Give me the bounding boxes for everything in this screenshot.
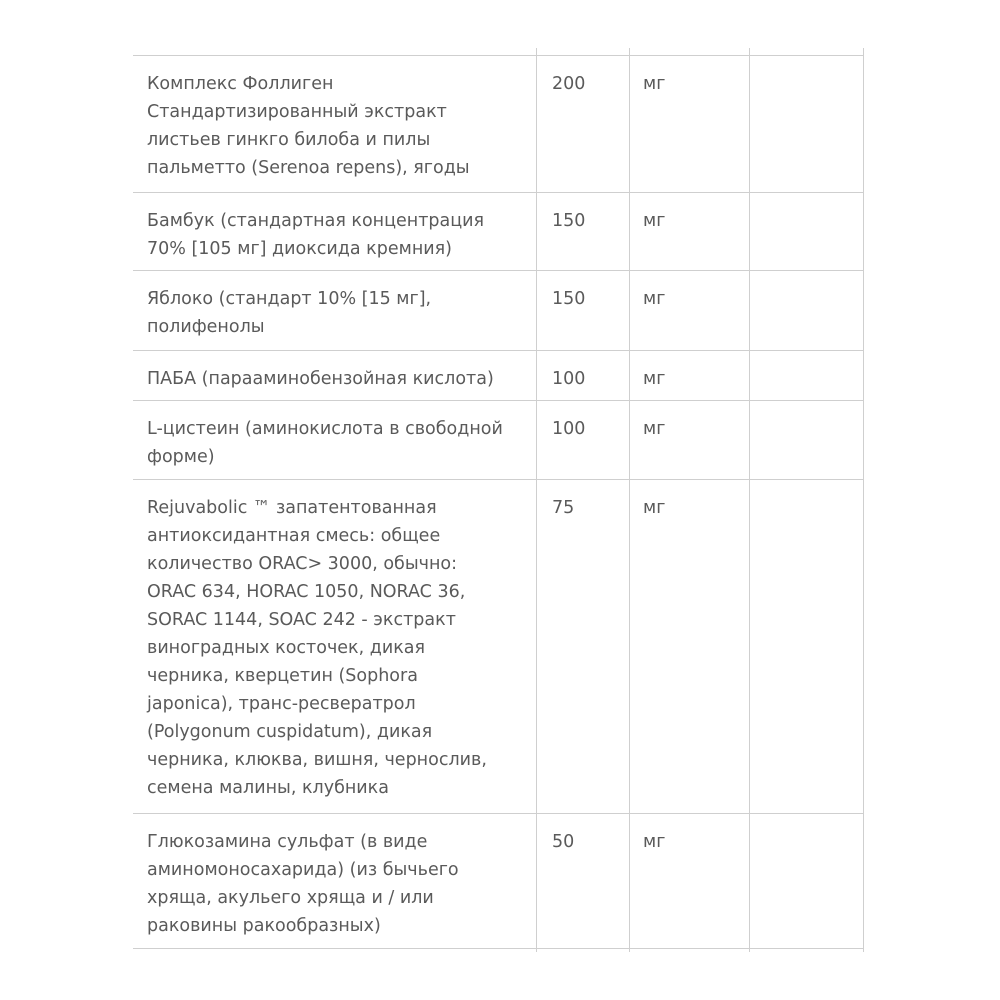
ingredient-name: Яблоко (стандарт 10% [15 мг], полифенолы <box>147 289 432 337</box>
ingredient-name: L-цистеин (аминокислота в свободной форме) <box>147 419 503 467</box>
ingredient-unit: мг <box>643 211 666 231</box>
ingredient-unit: мг <box>643 419 666 439</box>
ingredient-amount: 100 <box>552 369 586 389</box>
ingredient-unit: мг <box>643 74 666 94</box>
ingredient-amount: 100 <box>552 419 586 439</box>
ingredient-name: Глюкозамина сульфат (в виде аминомоносахарида) (из бычьего хряща, акульего хряща и / или раковины ракообразных) <box>147 832 459 936</box>
ingredient-unit: мг <box>643 369 666 389</box>
ingredients-table <box>133 0 864 1000</box>
table-row <box>133 193 864 271</box>
table-row <box>133 271 864 351</box>
table-row <box>133 55 864 193</box>
ingredient-amount: 50 <box>552 832 575 852</box>
ingredient-unit: мг <box>643 498 666 518</box>
ingredient-name: Бамбук (стандартная концентрация 70% [105 мг] диоксида кремния) <box>147 211 485 259</box>
ingredient-name: ПАБА (парааминобензойная кислота) <box>147 369 494 389</box>
ingredient-name: Комплекс Фоллиген Стандартизированный экстракт листьев гинкго билоба и пилы пальметто (Serenoa repens), ягоды <box>147 74 470 178</box>
ingredient-amount: 150 <box>552 211 586 231</box>
ingredient-amount: 75 <box>552 498 575 518</box>
ingredient-unit: мг <box>643 832 666 852</box>
ingredient-amount: 150 <box>552 289 586 309</box>
ingredient-name: Rejuvabolic ™ запатентованная антиоксидантная смесь: общее количество ORAC> 3000, обычно: ORAC 634, HORAC 1050, NORAC 36, SORAC 1144, SOAC 242 - экстракт виноградных косточек, дикая черника, кверцетин (Sophora japonica), транс-ресвератрол (Polygonum cuspidatum), дикая черника, клюква, вишня, чернослив, семена малины, клубника <box>147 498 487 798</box>
table-row <box>133 351 864 401</box>
table-row <box>133 401 864 480</box>
table-row <box>133 814 864 949</box>
table-row <box>133 480 864 814</box>
ingredient-amount: 200 <box>552 74 586 94</box>
ingredient-unit: мг <box>643 289 666 309</box>
